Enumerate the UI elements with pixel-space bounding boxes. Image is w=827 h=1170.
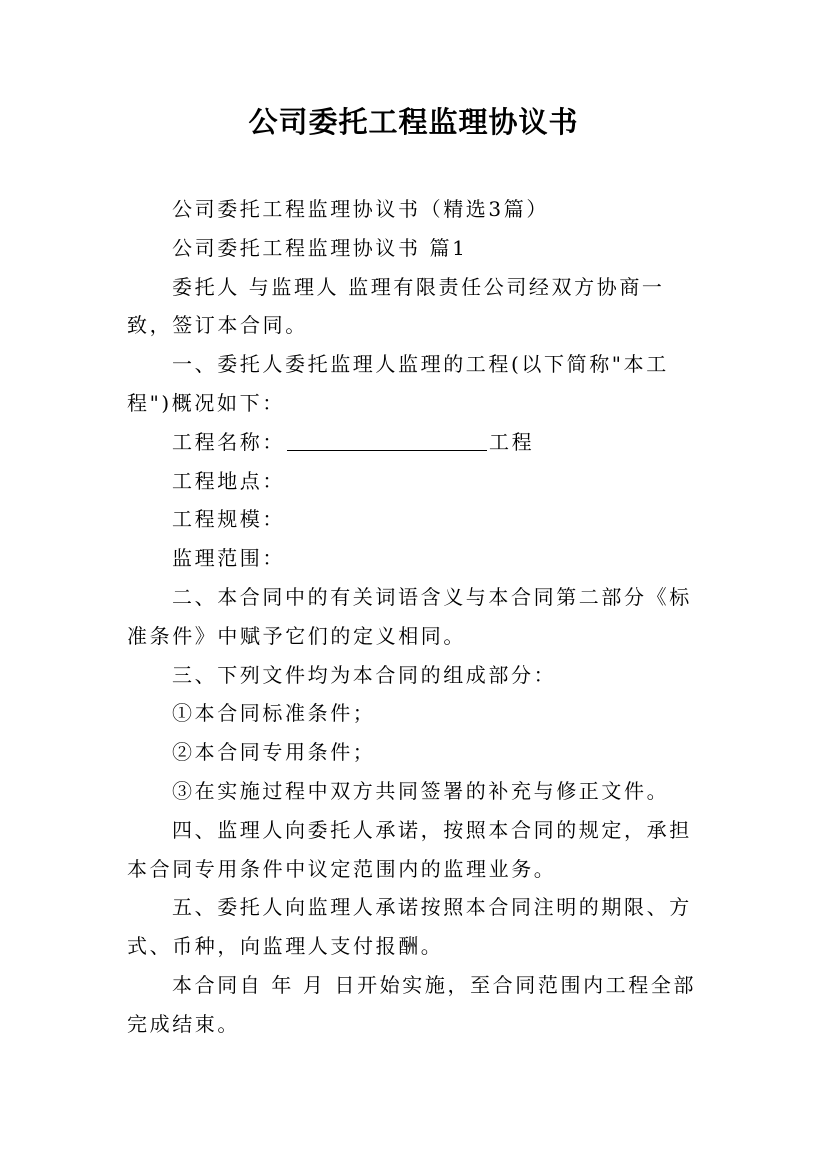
list-item-2: ②本合同专用条件； <box>172 740 376 765</box>
project-name-line <box>127 423 707 462</box>
clause-1-paragraph: 一、委托人委托监理人监理的工程(以下简称"本工程")概况如下： <box>127 352 669 415</box>
intro-paragraph: 委托人 与监理人 监理有限责任公司经双方协商一致，签订本合同。 <box>127 274 665 338</box>
clause-2-paragraph: 二、本合同中的有关词语含义与本合同第二部分《标准条件》中赋予它们的定义相同。 <box>127 584 692 648</box>
document-title: 公司委托工程监理协议书 <box>248 105 579 139</box>
project-location-line: 工程地点： <box>172 468 285 493</box>
list-item-1: ①本合同标准条件； <box>172 701 376 726</box>
project-name-suffix: 工程 <box>489 429 535 454</box>
project-scale-line: 工程规模： <box>172 507 285 532</box>
document-body <box>127 190 707 1044</box>
supervision-scope-line: 监理范围： <box>172 546 285 571</box>
clause-4-paragraph: 四、监理人向委托人承诺，按照本合同的规定，承担本合同专用条件中议定范围内的监理业务。 <box>127 817 692 881</box>
project-name-blank <box>287 430 487 451</box>
project-name-label: 工程名称： <box>172 429 285 454</box>
term-paragraph: 本合同自 年 月 日开始实施，至合同范围内工程全部完成结束。 <box>127 972 697 1036</box>
clause-5-paragraph: 五、委托人向监理人承诺按照本合同注明的期限、方式、币种，向监理人支付报酬。 <box>127 895 692 959</box>
clause-3-paragraph: 三、下列文件均为本合同的组成部分： <box>172 662 557 687</box>
list-item-3: ③在实施过程中双方共同签署的补充与修正文件。 <box>172 778 670 803</box>
section-heading: 公司委托工程监理协议书 篇1 <box>172 235 468 260</box>
subtitle: 公司委托工程监理协议书（精选3篇） <box>172 197 549 221</box>
